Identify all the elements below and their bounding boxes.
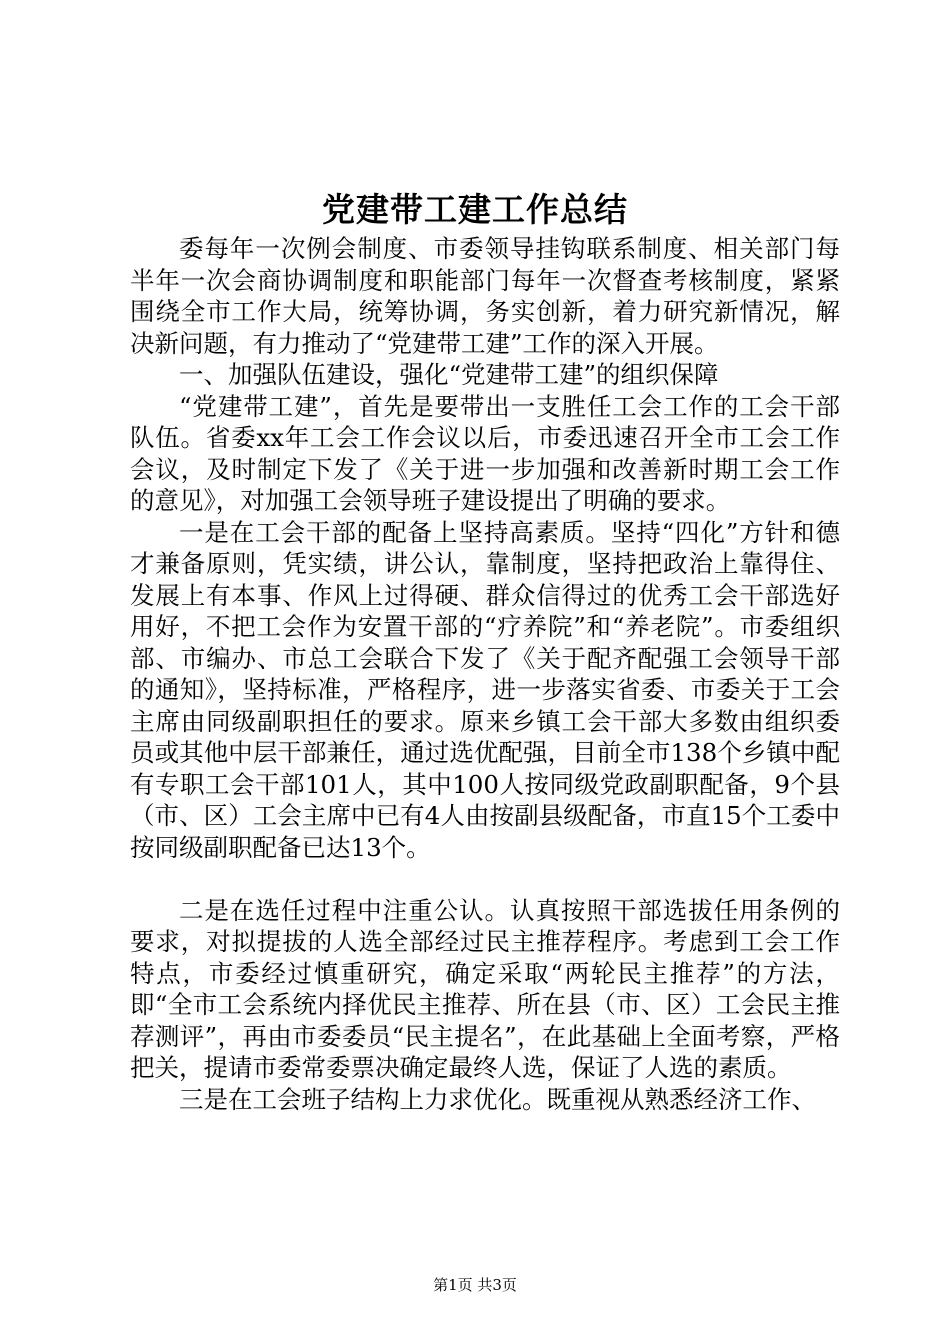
section-heading: 一、加强队伍建设，强化“党建带工建”的组织保障 [179,360,719,389]
document-title: 党建带工建工作总结 [322,190,628,229]
point-three-paragraph: 三是在工会班子结构上力求优化。既重视从熟悉经济工作、 [179,1084,816,1114]
section-intro-paragraph: “党建带工建”，首先是要带出一支胜任工会工作的工会干部队伍。省委xx年工会工作会议以后，市委迅速召开全市工会工作会议，及时制定下发了《关于进一步加强和改善新时期工会工作的意见》，对加强工会领导班子建设提出了明确的要求。 [130,391,840,515]
point-two-paragraph: 二是在选任过程中注重公认。认真按照干部选拔任用条例的要求，对拟提拔的人选全部经过民主推荐程序。考虑到工会工作特点，市委经过慎重研究，确定采取“两轮民主推荐”的方法，即“全市工会系统内择优民主推荐、所在县（市、区）工会民主推荐测评”，再由市委委员“民主提名”，在此基础上全面考察，严格把关，提请市委常委票决确定最终人选，保证了人选的素质。 [130,895,840,1082]
page-footer: 第1页 共3页 [433,1276,517,1294]
point-one-paragraph: 一是在工会干部的配备上坚持高素质。坚持“四化”方针和德才兼备原则，凭实绩，讲公认，靠制度，坚持把政治上靠得住、发展上有本事、作风上过得硬、群众信得过的优秀工会干部选好用好，不把工会作为安置干部的“疗养院”和“养老院”。市委组织部、市编办、市总工会联合下发了《关于配齐配强工会领导干部的通知》，坚持标准，严格程序，进一步落实省委、市委关于工会主席由同级副职担任的要求。原来乡镇工会干部大多数由组织委员或其他中层干部兼任，通过选优配强，目前全市138个乡镇中配有专职工会干部101人，其中100人按同级党政副职配备，9个县（市、区）工会主席中已有4人由按副县级配备，市直15个工委中按同级副职配备已达13个。 [130,517,840,862]
document-body [130,233,840,1115]
intro-paragraph: 委每年一次例会制度、市委领导挂钩联系制度、相关部门每半年一次会商协调制度和职能部门每年一次督查考核制度，紧紧围绕全市工作大局，统筹协调，务实创新，着力研究新情况，解决新问题，有力推动了“党建带工建”工作的深入开展。 [130,234,840,358]
